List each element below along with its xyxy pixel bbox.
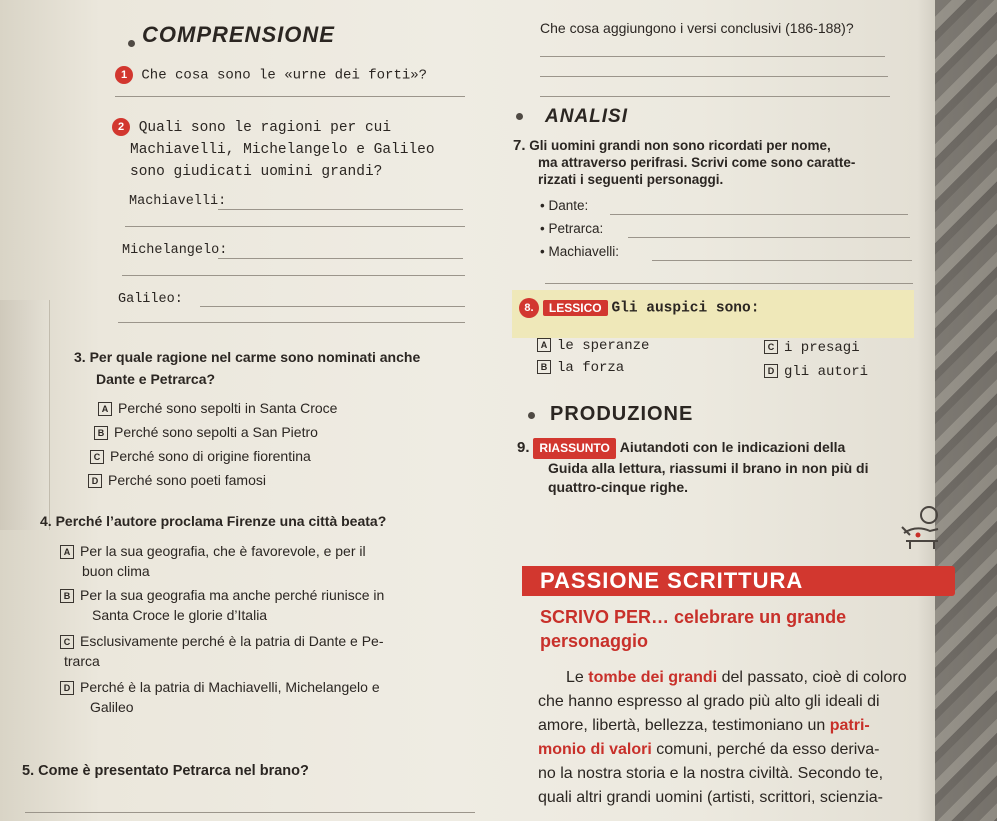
question-text: Che cosa sono le «urne dei forti»? [141,67,428,84]
field-label-galileo: Galileo: [118,292,183,307]
question-line: rizzati i seguenti personaggi. [538,172,724,187]
riassunto-tag: RIASSUNTO [533,438,615,459]
body-line: Le tombe dei grandi del passato, cioè di coloro [566,669,907,686]
writing-body [538,666,907,810]
bullet-dot [128,40,135,47]
page-curl-shadow [0,300,50,530]
question-4-options [60,541,384,717]
question-number: 3. [74,349,86,365]
item-petrarca: • Petrarca: [540,221,604,236]
answer-line[interactable] [122,275,465,276]
question-number-badge: 2 [112,118,130,136]
question-1 [115,66,427,84]
question-line: Gli uomini grandi non sono ricordati per nome, [529,138,831,153]
question-text: Come è presentato Petrarca nel brano? [38,763,309,779]
question-8-options-left [537,335,649,379]
question-line: Machiavelli, Michelangelo e Galileo [130,142,435,158]
option-c[interactable]: C Perché sono di origine fiorentina [90,444,337,468]
option-a[interactable]: A le speranze [537,335,649,357]
question-2 [112,117,435,183]
question-line: Quali sono le ragioni per cui [138,120,392,136]
question-text: Gli auspici sono: [611,300,760,317]
option-b[interactable]: B la forza [537,357,649,379]
option-a[interactable]: A Perché sono sepolti in Santa Croce [98,396,337,420]
question-number: 5. [22,763,35,779]
question-4 [40,513,386,529]
answer-line[interactable] [540,56,885,57]
item-machiavelli: • Machiavelli: [540,244,620,259]
option-b[interactable]: B Per la sua geografia ma anche perché riunisce in Santa Croce le glorie d’Italia [60,585,384,625]
produzione-heading: PRODUZIONE [550,403,694,425]
answer-line[interactable] [25,812,475,813]
question-5 [22,763,309,779]
option-d[interactable]: D Perché sono poeti famosi [88,468,337,492]
option-c[interactable]: C i presagi [764,336,868,360]
question-number-badge: 8. [519,298,539,318]
body-line: amore, libertà, bellezza, testimoniano un patri- [538,717,870,734]
answer-line[interactable] [115,96,465,97]
question-line: Per quale ragione nel carme sono nominati anche [89,349,421,365]
answer-line[interactable] [540,76,888,77]
answer-line[interactable] [628,237,910,238]
question-7-items [540,194,619,263]
question-8-options-right [764,336,868,384]
lessico-tag: LESSICO [543,300,608,316]
background-fabric [935,0,997,821]
answer-line[interactable] [545,283,913,284]
option-d[interactable]: D Perché è la patria di Machiavelli, Michelangelo e Galileo [60,677,384,717]
body-line: no la nostra storia e la nostra civiltà. Secondo te, [538,765,884,782]
question-number: 7. [513,137,526,154]
option-b[interactable]: B Perché sono sepolti a San Pietro [94,420,337,444]
option-c[interactable]: C Esclusivamente perché è la patria di Dante e Pe- trarca [60,631,384,671]
question-number: 9. [517,439,530,456]
answer-line[interactable] [610,214,908,215]
answer-line[interactable] [200,306,465,307]
question-number: 4. [40,513,52,529]
question-line: quattro-cinque righe. [548,479,688,495]
question-line: Guida alla lettura, riassumi il brano in non più di [548,460,869,476]
writing-subtitle: SCRIVO PER… celebrare un grande personaggio [540,607,847,651]
question-line: Aiutandoti con le indicazioni della [619,439,846,455]
option-a[interactable]: A Per la sua geografia, che è favorevole, e per il buon clima [60,541,384,581]
item-dante: • Dante: [540,198,589,213]
question-line: sono giudicati uomini grandi? [130,164,383,180]
analisi-heading: ANALISI [545,106,628,127]
question-9 [517,438,869,497]
body-line: che hanno espresso al grado più alto gli ideali di [538,693,880,710]
answer-line[interactable] [540,96,890,97]
field-label-michelangelo: Michelangelo: [122,243,228,258]
question-3-options [91,396,338,492]
answer-line[interactable] [218,258,463,259]
bullet-dot [528,412,535,419]
writing-person-icon [896,503,946,556]
option-d[interactable]: D gli autori [764,360,868,384]
question-3 [74,346,420,390]
field-label-machiavelli: Machiavelli: [129,194,227,209]
bullet-dot [516,113,523,120]
answer-line[interactable] [118,322,465,323]
comprensione-heading: COMPRENSIONE [142,22,335,47]
answer-line[interactable] [652,260,912,261]
question-line: ma attraverso perifrasi. Scrivi come sono caratte- [538,155,856,170]
question-number-badge: 1 [115,66,133,84]
body-line: monio di valori comuni, perché da esso deriva- [538,741,880,758]
question-7 [513,137,855,188]
answer-line[interactable] [218,209,463,210]
question-line: Dante e Petrarca? [96,371,216,387]
question-6: Che cosa aggiungono i versi conclusivi (186-188)? [540,20,854,36]
question-text: Perché l’autore proclama Firenze una città beata? [55,513,387,529]
banner-title: PASSIONE SCRITTURA [540,568,804,593]
answer-line[interactable] [125,226,465,227]
body-line: quali altri grandi uomini (artisti, scrittori, scienzia- [538,789,883,806]
question-8 [519,298,759,318]
